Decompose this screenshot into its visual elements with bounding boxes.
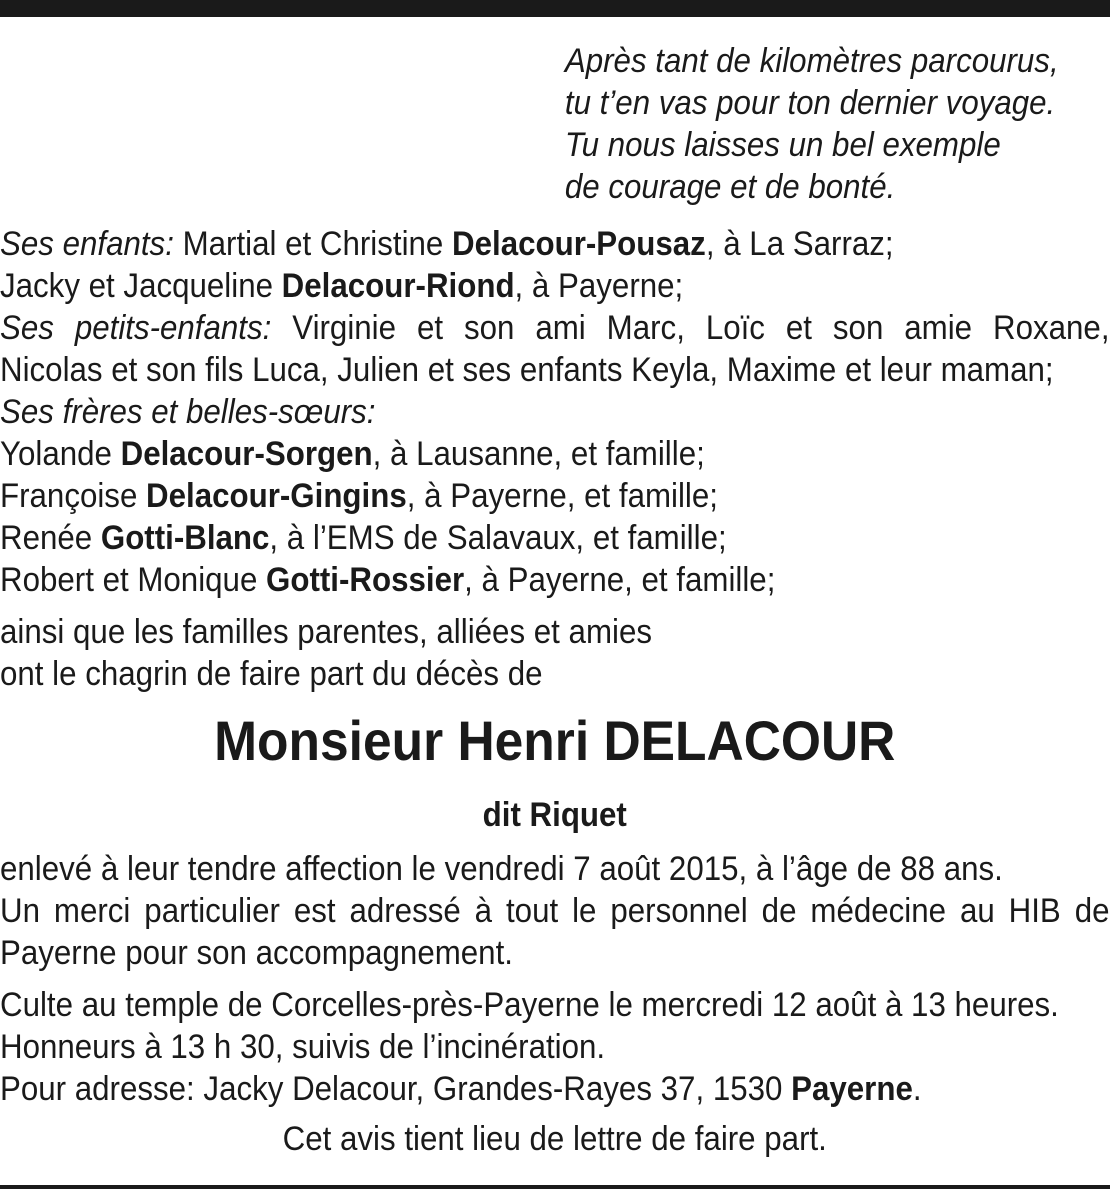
epigraph-poem bbox=[565, 40, 1059, 208]
service-line: Culte au temple de Corcelles-près-Payerne le mercredi 12 août à 13 heures. bbox=[0, 986, 1059, 1024]
grandchildren-line-2: Nicolas et son fils Luca, Julien et ses enfants Keyla, Maxime et leur maman; bbox=[0, 351, 1054, 389]
thanks-line-1: Un merci particulier est adressé à tout le personnel de médecine au HIB de bbox=[0, 892, 1110, 930]
children-line-2: Jacky et Jacqueline Delacour-Riond, à Payerne; bbox=[0, 267, 684, 305]
children-line-1: Ses enfants: Martial et Christine Delacour-Pousaz, à La Sarraz; bbox=[0, 225, 894, 263]
sibling-line: Yolande Delacour-Sorgen, à Lausanne, et famille; bbox=[0, 435, 705, 473]
grandchildren-line-1: Ses petits-enfants: Virginie et son ami Marc, Loïc et son amie Roxane, bbox=[0, 309, 1110, 347]
family-list bbox=[0, 223, 1110, 695]
death-line: enlevé à leur tendre affection le vendredi 7 août 2015, à l’âge de 88 ans. bbox=[0, 850, 1003, 888]
family-surname: Gotti-Rossier bbox=[266, 561, 465, 599]
bottom-rule bbox=[0, 1185, 1110, 1189]
announcement-line: ont le chagrin de faire part du décès de bbox=[0, 655, 543, 693]
notice-body bbox=[0, 848, 1110, 1160]
family-surname: Delacour-Gingins bbox=[146, 477, 407, 515]
address-line: Pour adresse: Jacky Delacour, Grandes-Rayes 37, 1530 Payerne. bbox=[0, 1070, 922, 1108]
poem-line: Tu nous laisses un bel exemple bbox=[564, 126, 1001, 164]
family-surname: Delacour-Sorgen bbox=[120, 435, 373, 473]
siblings-label: Ses frères et belles-sœurs: bbox=[0, 393, 376, 431]
poem-line: Après tant de kilomètres parcourus, bbox=[564, 42, 1059, 80]
deceased-nickname: dit Riquet bbox=[482, 796, 627, 834]
poem-line: tu t’en vas pour ton dernier voyage. bbox=[564, 84, 1056, 122]
sibling-line: Robert et Monique Gotti-Rossier, à Payerne, et famille; bbox=[0, 561, 776, 599]
poem-line: de courage et de bonté. bbox=[564, 168, 896, 206]
thanks-line-2: Payerne pour son accompagnement. bbox=[0, 934, 513, 972]
family-surname: Delacour-Riond bbox=[281, 267, 515, 305]
grandchildren-label: Ses petits-enfants: bbox=[0, 309, 272, 347]
sibling-line: Françoise Delacour-Gingins, à Payerne, et famille; bbox=[0, 477, 718, 515]
children-label: Ses enfants: bbox=[0, 225, 174, 263]
closing-note: Cet avis tient lieu de lettre de faire part. bbox=[282, 1120, 827, 1158]
family-surname: Gotti-Blanc bbox=[100, 519, 270, 557]
deceased-name: Monsieur Henri DELACOUR bbox=[214, 709, 896, 772]
address-city: Payerne bbox=[791, 1070, 913, 1108]
announcement-line: ainsi que les familles parentes, alliées et amies bbox=[0, 613, 652, 651]
honours-line: Honneurs à 13 h 30, suivis de l’incinération. bbox=[0, 1028, 606, 1066]
sibling-line: Renée Gotti-Blanc, à l’EMS de Salavaux, et famille; bbox=[0, 519, 727, 557]
family-surname: Delacour-Pousaz bbox=[452, 225, 706, 263]
